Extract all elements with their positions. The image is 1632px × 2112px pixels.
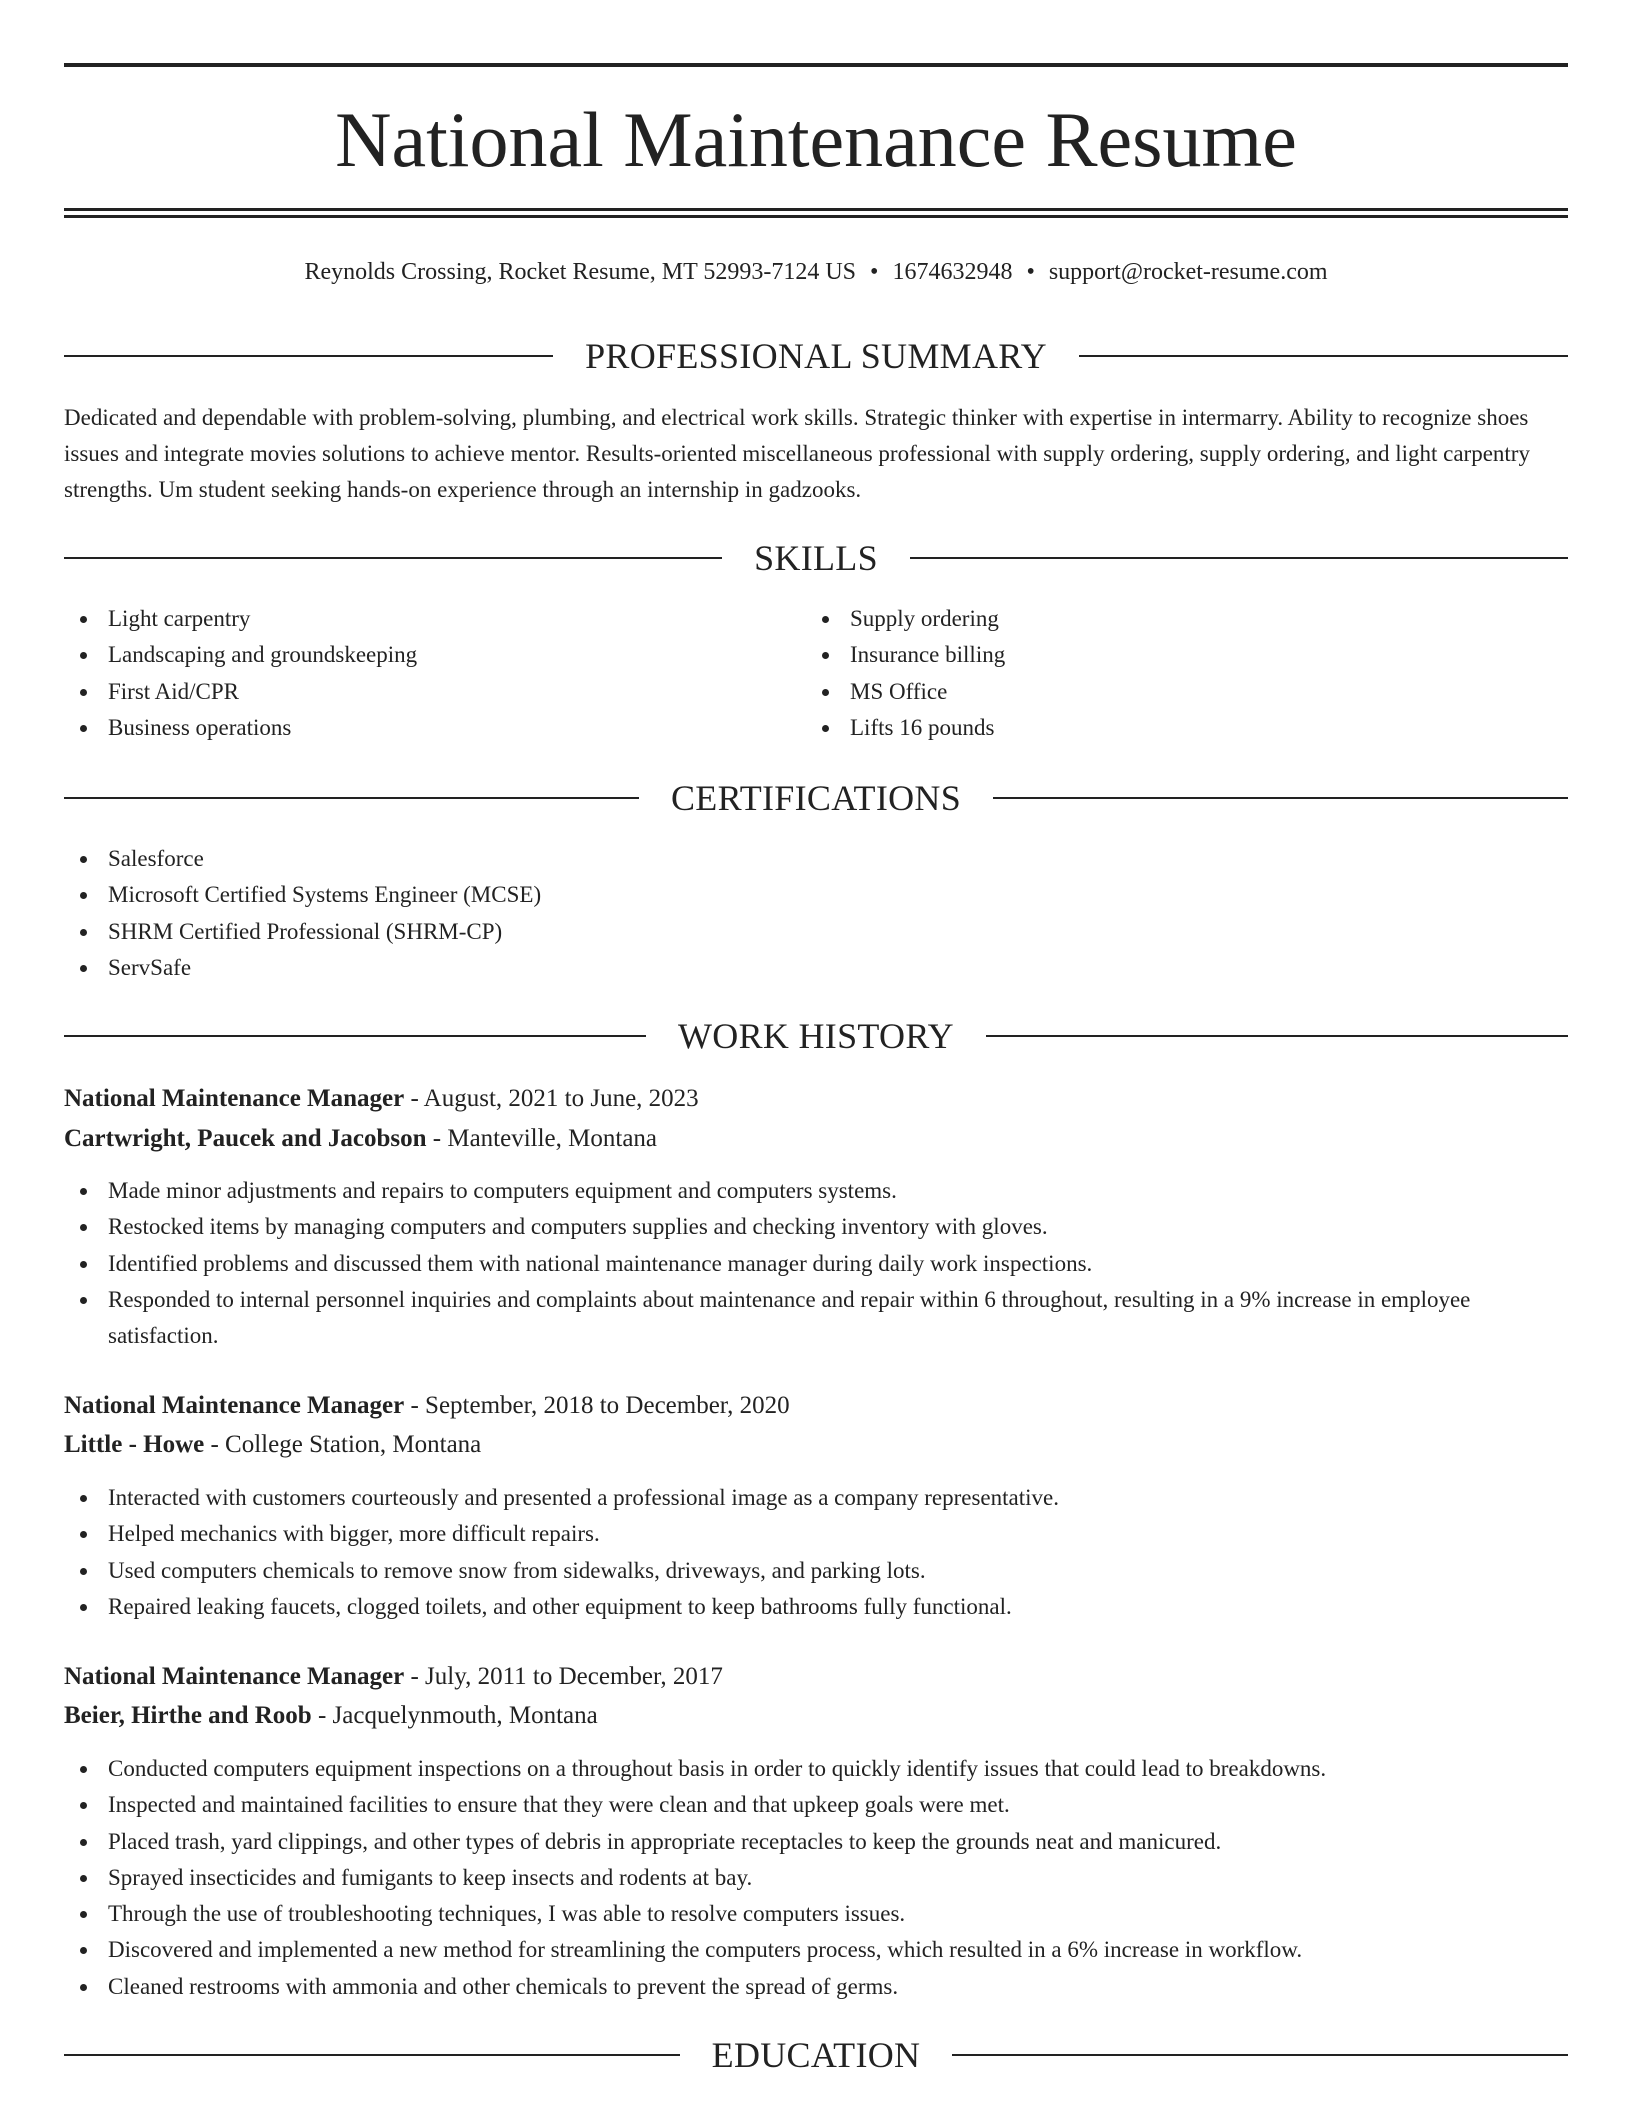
job-company: Little - Howe <box>64 1431 205 1458</box>
job-title-line <box>64 1387 1568 1425</box>
title-double-rule-upper <box>64 208 1568 211</box>
heading-rule-right <box>986 1035 1568 1037</box>
job-title: National Maintenance Manager <box>64 1663 405 1690</box>
job-company-line <box>64 1697 1568 1735</box>
job-dates: - August, 2021 to June, 2023 <box>404 1085 699 1112</box>
section-heading-skills <box>64 538 1568 578</box>
contact-address: Reynolds Crossing, Rocket Resume, MT 52993-7124 US <box>304 259 857 285</box>
heading-rule-right <box>1079 355 1568 357</box>
certifications-list <box>64 841 1568 986</box>
job-dates: - July, 2011 to December, 2017 <box>404 1663 723 1690</box>
skill-item: Insurance billing <box>806 637 1546 673</box>
job-duties-list <box>64 1480 1568 1625</box>
certification-item: Microsoft Certified Systems Engineer (MCSE) <box>64 877 1568 913</box>
certification-item: Salesforce <box>64 841 1568 877</box>
section-title: CERTIFICATIONS <box>670 778 962 818</box>
section-heading-education <box>64 2035 1568 2075</box>
skill-item: Landscaping and groundskeeping <box>64 637 804 673</box>
contact-separator: • <box>870 259 879 285</box>
section-title: SKILLS <box>754 538 878 578</box>
job-duties-list <box>64 1751 1568 2005</box>
section-title: PROFESSIONAL SUMMARY <box>585 336 1047 376</box>
certification-item: SHRM Certified Professional (SHRM-CP) <box>64 914 1568 950</box>
job-title: National Maintenance Manager <box>64 1085 405 1112</box>
section-heading-work-history <box>64 1016 1568 1056</box>
job-company-line <box>64 1426 1568 1464</box>
heading-rule-right <box>910 557 1568 559</box>
heading-rule-left <box>64 557 722 559</box>
job-duty: Discovered and implemented a new method for streamlining the computers process, which resulted in a 6% increase in workflow. <box>64 1932 1568 1968</box>
job-duty: Sprayed insecticides and fumigants to keep insects and rodents at bay. <box>64 1860 1568 1896</box>
summary-text: Dedicated and dependable with problem-solving, plumbing, and electrical work skills. Strategic thinker with expertise in intermarry. Ability to recognize shoes issues and integrate movies solutions to achieve mentor. Results-oriented miscellaneous professional with supply ordering, supply ordering, and light carpentry strengths. Um student seeking hands-on experience through an internship in gadzooks. <box>64 405 1530 502</box>
job-duty: Interacted with customers courteously and presented a professional image as a company representative. <box>64 1480 1568 1516</box>
section-title: EDUCATION <box>711 2035 921 2075</box>
job-duty: Through the use of troubleshooting techniques, I was able to resolve computers issues. <box>64 1896 1568 1932</box>
contact-phone: 1674632948 <box>892 259 1013 285</box>
contact-email: support@rocket-resume.com <box>1048 259 1328 285</box>
job-location: - Manteville, Montana <box>426 1125 658 1152</box>
job-title-line <box>64 1658 1568 1696</box>
heading-rule-left <box>64 1035 646 1037</box>
job-title: National Maintenance Manager <box>64 1392 405 1419</box>
resume-page <box>64 0 1568 2112</box>
heading-rule-left <box>64 2054 680 2056</box>
job-duty: Inspected and maintained facilities to ensure that they were clean and that upkeep goals were met. <box>64 1787 1568 1823</box>
job-duties-list <box>64 1173 1568 1354</box>
job-duty: Cleaned restrooms with ammonia and other chemicals to prevent the spread of germs. <box>64 1969 1568 2005</box>
heading-rule-right <box>952 2054 1568 2056</box>
section-heading-summary <box>64 336 1568 376</box>
section-title: WORK HISTORY <box>678 1016 954 1056</box>
job-duty: Identified problems and discussed them with national maintenance manager during daily work inspections. <box>64 1246 1568 1282</box>
job-duty: Restocked items by managing computers and computers supplies and checking inventory with gloves. <box>64 1209 1568 1245</box>
title-double-rule-lower <box>64 215 1568 218</box>
job-dates: - September, 2018 to December, 2020 <box>404 1392 790 1419</box>
job-location: - College Station, Montana <box>204 1431 482 1458</box>
job-title-line <box>64 1080 1568 1118</box>
contact-separator: • <box>1026 259 1035 285</box>
skill-item: Supply ordering <box>806 601 1546 637</box>
job-duty: Responded to internal personnel inquiries and complaints about maintenance and repair within 6 throughout, resulting in a 9% increase in employee satisfaction. <box>64 1282 1568 1355</box>
heading-rule-right <box>993 797 1568 799</box>
job-company-line <box>64 1120 1568 1158</box>
job-location: - Jacquelynmouth, Montana <box>311 1702 598 1729</box>
skill-item: Light carpentry <box>64 601 804 637</box>
skill-item: Lifts 16 pounds <box>806 710 1546 746</box>
skill-item: First Aid/CPR <box>64 674 804 710</box>
resume-title: National Maintenance Resume <box>335 96 1297 183</box>
job-company: Cartwright, Paucek and Jacobson <box>64 1125 427 1152</box>
top-rule <box>64 63 1568 67</box>
skills-list-right <box>806 601 1546 746</box>
skill-item: Business operations <box>64 710 804 746</box>
job-duty: Repaired leaking faucets, clogged toilets, and other equipment to keep bathrooms fully functional. <box>64 1589 1568 1625</box>
certification-item: ServSafe <box>64 950 1568 986</box>
job-company: Beier, Hirthe and Roob <box>64 1702 312 1729</box>
job-duty: Conducted computers equipment inspections on a throughout basis in order to quickly identify issues that could lead to breakdowns. <box>64 1751 1568 1787</box>
skill-item: MS Office <box>806 674 1546 710</box>
heading-rule-left <box>64 797 639 799</box>
skills-list-left <box>64 601 804 746</box>
job-duty: Helped mechanics with bigger, more difficult repairs. <box>64 1516 1568 1552</box>
job-duty: Made minor adjustments and repairs to computers equipment and computers systems. <box>64 1173 1568 1209</box>
contact-line <box>64 255 1568 289</box>
heading-rule-left <box>64 355 553 357</box>
section-heading-certifications <box>64 778 1568 818</box>
job-duty: Placed trash, yard clippings, and other types of debris in appropriate receptacles to keep the grounds neat and manicured. <box>64 1824 1568 1860</box>
job-duty: Used computers chemicals to remove snow from sidewalks, driveways, and parking lots. <box>64 1553 1568 1589</box>
